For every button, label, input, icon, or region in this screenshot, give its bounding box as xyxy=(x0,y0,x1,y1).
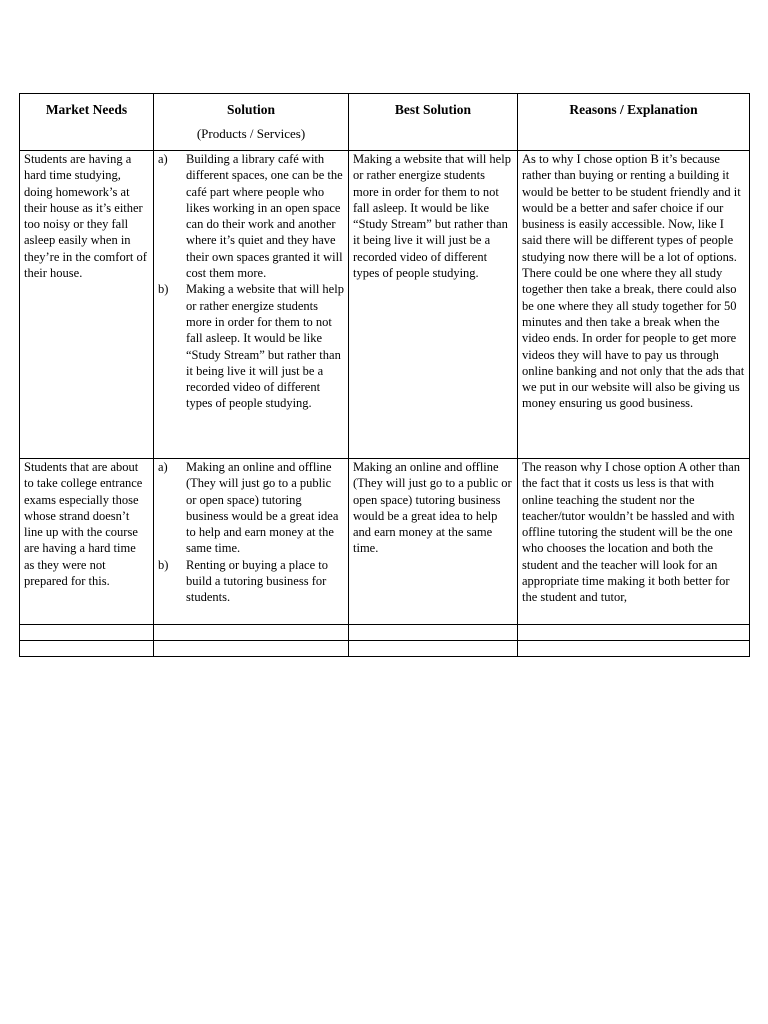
solution-option: b) Making a website that will help or rather energize students more in order for them to not fall asleep. It would be like “Study Stream” but rather than it being live it will just be a recorded video of different types of people studying. xyxy=(158,282,344,411)
empty-cell xyxy=(518,625,750,641)
header-best-solution: Best Solution xyxy=(349,94,518,151)
table-row xyxy=(20,459,750,625)
market-need-cell: Students that are about to take college entrance exams especially those whose strand doesn’t line up with the course are having a hard time as they were not prepared for this. xyxy=(20,459,154,625)
table-row xyxy=(20,151,750,459)
market-needs-table xyxy=(19,93,750,657)
solution-option: a) Making an online and offline (They will just go to a public or open space) tutoring business would be a great idea to help and earn money at the same time. xyxy=(158,460,339,556)
solution-option: b) Renting or buying a place to build a tutoring business for students. xyxy=(158,557,328,605)
empty-cell xyxy=(154,641,349,657)
empty-row xyxy=(20,625,750,641)
empty-cell xyxy=(20,625,154,641)
empty-cell xyxy=(154,625,349,641)
empty-cell xyxy=(349,625,518,641)
header-reasons: Reasons / Explanation xyxy=(518,94,750,151)
best-solution-cell: Making an online and offline (They will just go to a public or open space) tutoring business would be a great idea to help and earn money at the same time. xyxy=(349,459,518,625)
reason-cell: As to why I chose option B it’s because rather than buying or renting a building it would be better to be student friendly and it would be a better and safer choice if our business is easily accessible. Now, like I said there will be different types of people studying now there will be a lot of options. There could be one where they all study together then take a break, there could also be one where they all study together for 50 minutes and then take a break when the video ends. In order for people to get more videos they will have to pay us through online banking and not only that the ads that we put in our website will also be giving us money ensuring us good business. xyxy=(518,151,750,459)
header-row xyxy=(20,94,750,151)
market-need-cell: Students are having a hard time studying, doing homework’s at their house as it’s either too noisy or they fall asleep easily when in they’re in the comfort of their house. xyxy=(20,151,154,459)
empty-cell xyxy=(518,641,750,657)
header-solution-subtitle: (Products / Services) xyxy=(196,126,306,142)
solution-option: a) Building a library café with different spaces, one can be the café part where people who likes working in an open space can do their work and another where it’s quiet and they have their own spaces granted it will cost them more. xyxy=(158,152,343,281)
best-solution-cell: Making a website that will help or rather energize students more in order for them to not fall asleep. It would be like “Study Stream” but rather than it being live it will just be a recorded video of different types of people studying. xyxy=(349,151,518,459)
header-solution: Solution (Products / Services) xyxy=(154,94,349,151)
solution-cell xyxy=(154,459,349,625)
header-market-needs: Market Needs xyxy=(20,94,154,151)
empty-cell xyxy=(20,641,154,657)
empty-cell xyxy=(349,641,518,657)
reason-cell: The reason why I chose option A other than the fact that it costs us less is that with online teaching the student nor the teacher/tutor wouldn’t be hassled and with offline tutoring the student will be the one who chooses the location and both the student and the teacher will look for an appropriate time making it both better for the student and tutor, xyxy=(518,459,750,625)
empty-row xyxy=(20,641,750,657)
solution-cell xyxy=(154,151,349,459)
